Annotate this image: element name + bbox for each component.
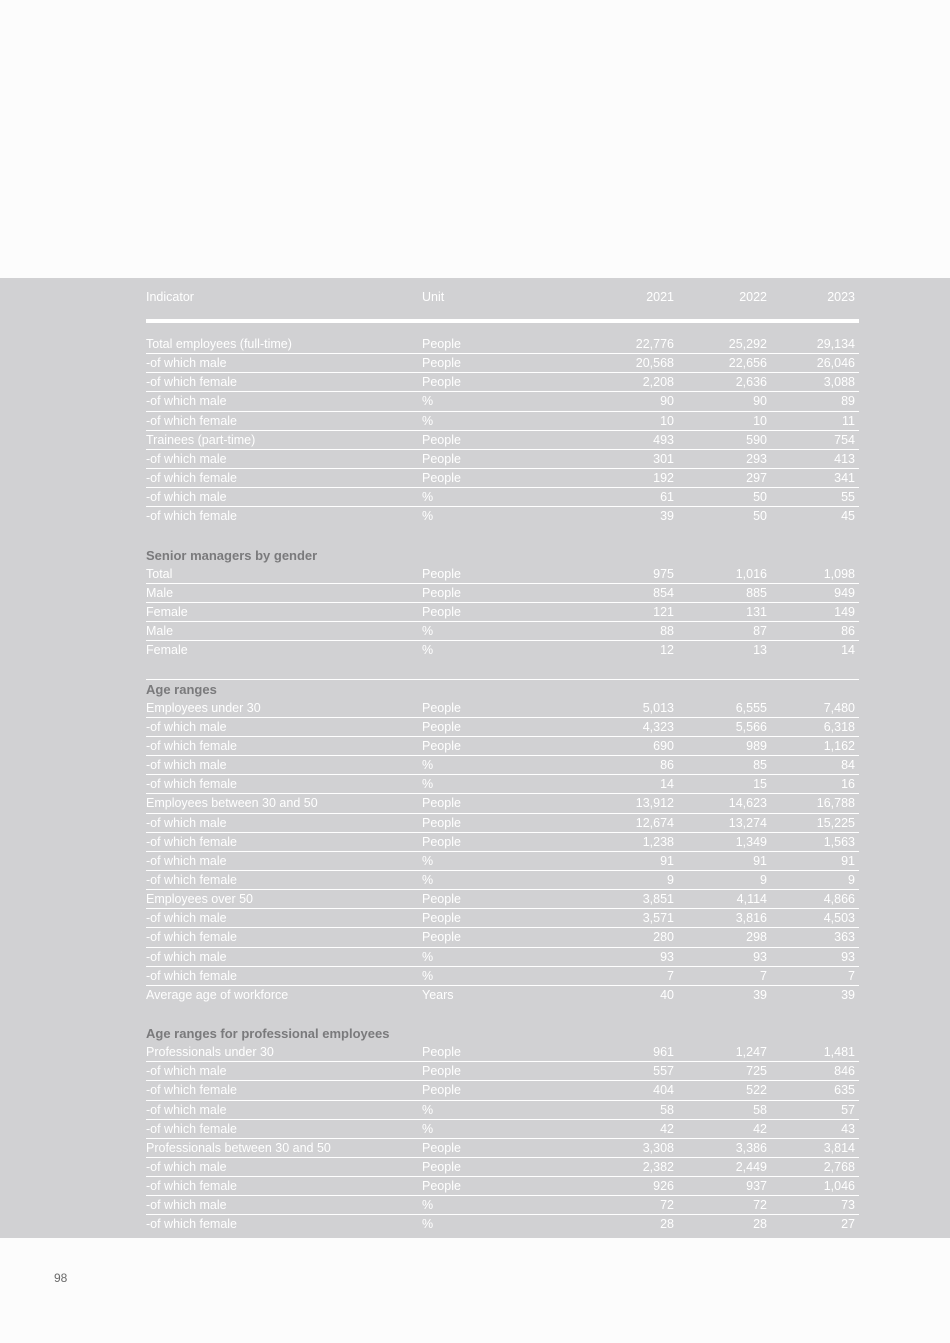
row-indicator: Female	[146, 604, 188, 619]
row-value-2023: 635	[834, 1083, 855, 1098]
row-value-2021: 961	[653, 1045, 674, 1060]
table-body	[146, 335, 859, 1235]
row-value-2022: 1,016	[735, 566, 767, 581]
row-unit: People	[422, 1160, 461, 1175]
row-unit: %	[422, 853, 434, 868]
row-value-2022: 9	[760, 872, 767, 887]
workforce-table	[146, 278, 859, 1232]
table-row	[146, 584, 859, 603]
row-value-2022: 15	[753, 777, 767, 792]
row-value-2023: 7	[848, 968, 855, 983]
row-value-2022: 7	[760, 968, 767, 983]
row-indicator: -of which male	[146, 1160, 227, 1175]
row-value-2022: 13	[753, 643, 767, 658]
row-value-2021: 4,323	[642, 719, 674, 734]
row-value-2023: 3,088	[823, 375, 855, 390]
table-row	[146, 890, 859, 909]
row-value-2022: 522	[746, 1083, 767, 1098]
row-indicator: Employees over 50	[146, 892, 254, 907]
row-value-2021: 12	[660, 643, 674, 658]
row-indicator: Male	[146, 624, 174, 639]
row-indicator: -of which male	[146, 1102, 227, 1117]
table-row	[146, 1043, 859, 1062]
table-row	[146, 909, 859, 928]
row-value-2022: 25,292	[728, 337, 767, 351]
row-value-2023: 1,098	[823, 566, 855, 581]
row-value-2021: 557	[653, 1064, 674, 1079]
table-row	[146, 450, 859, 469]
row-indicator: -of which male	[146, 1064, 227, 1079]
row-value-2023: 91	[841, 853, 855, 868]
table-row	[146, 833, 859, 852]
row-value-2023: 1,162	[823, 738, 855, 753]
row-value-2022: 28	[753, 1217, 767, 1232]
section-spacer	[146, 660, 859, 679]
row-value-2021: 854	[653, 585, 674, 600]
row-unit: %	[422, 968, 434, 983]
row-value-2022: 87	[753, 624, 767, 639]
row-unit: People	[422, 337, 461, 351]
row-indicator: -of which male	[146, 719, 227, 734]
row-value-2023: 16	[841, 777, 855, 792]
row-value-2022: 91	[753, 853, 767, 868]
table-row	[146, 412, 859, 431]
row-value-2021: 88	[660, 624, 674, 639]
row-value-2023: 149	[834, 604, 855, 619]
section-spacer	[146, 1005, 859, 1024]
row-unit: People	[422, 892, 461, 907]
row-unit: People	[422, 815, 461, 830]
table-row	[146, 1101, 859, 1120]
row-unit: People	[422, 700, 461, 715]
row-unit: %	[422, 949, 434, 964]
row-value-2023: 9	[848, 872, 855, 887]
row-value-2021: 42	[660, 1121, 674, 1136]
row-value-2022: 42	[753, 1121, 767, 1136]
row-indicator: -of which male	[146, 911, 227, 926]
row-value-2022: 1,349	[735, 834, 767, 849]
row-value-2021: 2,208	[642, 375, 674, 390]
table-row	[146, 699, 859, 718]
table-row	[146, 373, 859, 392]
row-unit: %	[422, 624, 434, 639]
row-value-2023: 363	[834, 930, 855, 945]
row-indicator: -of which female	[146, 834, 238, 849]
header-year-2022: 2022	[739, 290, 767, 304]
row-value-2022: 10	[753, 413, 767, 428]
row-value-2023: 2,768	[823, 1160, 855, 1175]
section-heading	[146, 546, 859, 565]
row-unit: People	[422, 930, 461, 945]
section-heading-label: Age ranges for professional employees	[146, 1026, 390, 1042]
row-value-2022: 989	[746, 738, 767, 753]
table-row	[146, 1158, 859, 1177]
row-value-2021: 121	[653, 604, 674, 619]
row-indicator: -of which female	[146, 930, 238, 945]
header-divider	[146, 319, 859, 323]
row-value-2021: 86	[660, 758, 674, 773]
row-value-2023: 1,481	[823, 1045, 855, 1060]
row-value-2022: 2,636	[735, 375, 767, 390]
section-heading-label: Age ranges	[146, 681, 217, 697]
table-row	[146, 622, 859, 641]
row-value-2023: 413	[834, 451, 855, 466]
table-row	[146, 1196, 859, 1215]
row-unit: People	[422, 1179, 461, 1194]
header-year-2023: 2023	[827, 290, 855, 304]
row-unit: People	[422, 1045, 461, 1060]
table-row	[146, 852, 859, 871]
data-table-panel	[0, 278, 950, 1238]
row-value-2021: 72	[660, 1198, 674, 1213]
row-unit: %	[422, 509, 434, 524]
row-value-2023: 16,788	[816, 796, 855, 811]
section-heading	[146, 1024, 859, 1043]
row-indicator: Professionals under 30	[146, 1045, 274, 1060]
row-indicator: -of which male	[146, 815, 227, 830]
row-value-2023: 949	[834, 585, 855, 600]
row-value-2023: 14	[841, 643, 855, 658]
row-indicator: -of which female	[146, 738, 238, 753]
row-value-2021: 1,238	[642, 834, 674, 849]
row-value-2021: 39	[660, 509, 674, 524]
row-unit: %	[422, 1217, 434, 1232]
row-value-2022: 13,274	[728, 815, 767, 830]
table-row	[146, 1062, 859, 1081]
row-value-2022: 90	[753, 394, 767, 409]
row-indicator: -of which female	[146, 1179, 238, 1194]
row-unit: %	[422, 758, 434, 773]
row-value-2023: 3,814	[823, 1140, 855, 1155]
row-unit: People	[422, 451, 461, 466]
row-unit: People	[422, 834, 461, 849]
row-value-2023: 45	[841, 509, 855, 524]
row-value-2022: 3,816	[735, 911, 767, 926]
row-value-2023: 4,866	[823, 892, 855, 907]
row-value-2021: 9	[667, 872, 674, 887]
table-row	[146, 756, 859, 775]
row-indicator: Total employees (full-time)	[146, 337, 292, 351]
row-indicator: -of which female	[146, 509, 238, 524]
row-value-2022: 293	[746, 451, 767, 466]
row-value-2023: 4,503	[823, 911, 855, 926]
table-row	[146, 814, 859, 833]
row-value-2023: 1,046	[823, 1179, 855, 1194]
row-indicator: -of which female	[146, 777, 238, 792]
row-value-2022: 885	[746, 585, 767, 600]
row-value-2023: 39	[841, 987, 855, 1002]
row-indicator: -of which male	[146, 949, 227, 964]
table-row	[146, 718, 859, 737]
row-value-2022: 50	[753, 490, 767, 505]
row-unit: People	[422, 796, 461, 811]
section-heading	[146, 680, 859, 699]
row-indicator: -of which male	[146, 451, 227, 466]
row-indicator: Trainees (part-time)	[146, 432, 256, 447]
row-value-2023: 73	[841, 1198, 855, 1213]
row-indicator: -of which male	[146, 490, 227, 505]
row-indicator: Average age of workforce	[146, 987, 289, 1002]
table-row	[146, 603, 859, 622]
row-value-2022: 5,566	[735, 719, 767, 734]
row-value-2021: 690	[653, 738, 674, 753]
row-value-2023: 93	[841, 949, 855, 964]
row-unit: %	[422, 1121, 434, 1136]
table-row	[146, 392, 859, 411]
table-row	[146, 335, 859, 354]
row-value-2021: 93	[660, 949, 674, 964]
row-value-2023: 29,134	[816, 337, 855, 351]
row-unit: Years	[422, 987, 454, 1002]
row-indicator: -of which female	[146, 413, 238, 428]
row-unit: People	[422, 738, 461, 753]
table-row	[146, 1215, 859, 1234]
table-row	[146, 565, 859, 584]
row-indicator: Total	[146, 566, 173, 581]
table-row	[146, 1139, 859, 1158]
row-value-2021: 7	[667, 968, 674, 983]
row-unit: People	[422, 470, 461, 485]
section-spacer	[146, 526, 859, 545]
row-value-2023: 754	[834, 432, 855, 447]
row-value-2022: 50	[753, 509, 767, 524]
table-row	[146, 507, 859, 526]
row-indicator: -of which female	[146, 1083, 238, 1098]
row-unit: People	[422, 356, 461, 371]
row-value-2021: 40	[660, 987, 674, 1002]
row-value-2023: 43	[841, 1121, 855, 1136]
row-value-2023: 6,318	[823, 719, 855, 734]
row-value-2022: 39	[753, 987, 767, 1002]
row-unit: People	[422, 604, 461, 619]
row-value-2021: 192	[653, 470, 674, 485]
row-value-2021: 280	[653, 930, 674, 945]
table-header	[146, 278, 859, 319]
row-unit: People	[422, 432, 461, 447]
table-row	[146, 488, 859, 507]
table-row	[146, 871, 859, 890]
row-unit: %	[422, 1102, 434, 1117]
row-value-2021: 5,013	[642, 700, 674, 715]
row-unit: People	[422, 1140, 461, 1155]
row-value-2021: 90	[660, 394, 674, 409]
row-value-2021: 3,308	[642, 1140, 674, 1155]
row-indicator: Employees under 30	[146, 700, 261, 715]
row-value-2021: 10	[660, 413, 674, 428]
row-value-2022: 58	[753, 1102, 767, 1117]
row-value-2023: 86	[841, 624, 855, 639]
row-value-2023: 15,225	[816, 815, 855, 830]
row-unit: %	[422, 394, 434, 409]
row-value-2022: 85	[753, 758, 767, 773]
row-value-2023: 84	[841, 758, 855, 773]
row-unit: People	[422, 1064, 461, 1079]
row-value-2023: 89	[841, 394, 855, 409]
table-row	[146, 948, 859, 967]
table-row	[146, 775, 859, 794]
row-value-2021: 975	[653, 566, 674, 581]
row-value-2022: 725	[746, 1064, 767, 1079]
row-value-2021: 3,571	[642, 911, 674, 926]
header-indicator: Indicator	[146, 290, 194, 304]
row-value-2023: 341	[834, 470, 855, 485]
row-indicator: -of which male	[146, 758, 227, 773]
table-row	[146, 737, 859, 756]
row-unit: %	[422, 777, 434, 792]
row-value-2022: 297	[746, 470, 767, 485]
row-indicator: Employees between 30 and 50	[146, 796, 318, 811]
row-value-2021: 91	[660, 853, 674, 868]
row-indicator: -of which male	[146, 1198, 227, 1213]
row-value-2022: 22,656	[728, 356, 767, 371]
table-row	[146, 1120, 859, 1139]
row-indicator: -of which female	[146, 1217, 238, 1232]
section-heading-label: Senior managers by gender	[146, 547, 318, 563]
header-year-2021: 2021	[646, 290, 674, 304]
row-value-2021: 22,776	[635, 337, 674, 351]
table-row	[146, 431, 859, 450]
row-value-2021: 3,851	[642, 892, 674, 907]
row-value-2021: 404	[653, 1083, 674, 1098]
row-unit: People	[422, 911, 461, 926]
row-value-2022: 14,623	[728, 796, 767, 811]
row-value-2023: 846	[834, 1064, 855, 1079]
row-value-2023: 1,563	[823, 834, 855, 849]
row-value-2022: 4,114	[736, 892, 767, 907]
row-value-2022: 131	[746, 604, 767, 619]
row-value-2021: 301	[653, 451, 674, 466]
row-value-2021: 28	[660, 1217, 674, 1232]
table-row	[146, 986, 859, 1005]
row-unit: People	[422, 375, 461, 390]
table-row	[146, 928, 859, 947]
row-value-2022: 6,555	[735, 700, 767, 715]
row-value-2022: 590	[746, 432, 767, 447]
row-value-2023: 55	[841, 490, 855, 505]
row-indicator: -of which female	[146, 1121, 238, 1136]
row-value-2021: 493	[653, 432, 674, 447]
row-indicator: -of which female	[146, 470, 238, 485]
table-row	[146, 641, 859, 660]
row-unit: People	[422, 585, 461, 600]
row-unit: People	[422, 719, 461, 734]
row-value-2021: 58	[660, 1102, 674, 1117]
row-value-2022: 72	[753, 1198, 767, 1213]
header-unit: Unit	[422, 290, 445, 304]
row-value-2023: 11	[842, 413, 855, 428]
row-unit: %	[422, 872, 434, 887]
row-unit: %	[422, 1198, 434, 1213]
row-unit: People	[422, 1083, 461, 1098]
row-value-2022: 1,247	[735, 1045, 767, 1060]
row-unit: %	[422, 490, 434, 505]
row-unit: %	[422, 643, 434, 658]
row-value-2023: 26,046	[816, 356, 855, 371]
row-indicator: -of which male	[146, 356, 227, 371]
row-value-2022: 3,386	[735, 1140, 767, 1155]
row-value-2021: 61	[660, 490, 674, 505]
row-value-2021: 14	[660, 777, 674, 792]
row-value-2021: 13,912	[635, 796, 674, 811]
row-unit: People	[422, 566, 461, 581]
row-value-2022: 937	[746, 1179, 767, 1194]
row-value-2023: 7,480	[823, 700, 855, 715]
row-indicator: -of which male	[146, 394, 227, 409]
row-indicator: -of which female	[146, 872, 238, 887]
row-indicator: -of which male	[146, 853, 227, 868]
row-indicator: -of which female	[146, 968, 238, 983]
page-number: 98	[54, 1271, 68, 1285]
row-value-2023: 27	[841, 1217, 855, 1232]
table-row	[146, 354, 859, 373]
row-value-2022: 2,449	[735, 1160, 767, 1175]
row-value-2023: 57	[841, 1102, 855, 1117]
table-row	[146, 967, 859, 986]
row-value-2021: 2,382	[642, 1160, 674, 1175]
row-value-2021: 12,674	[635, 815, 674, 830]
table-row	[146, 794, 859, 813]
row-indicator: -of which female	[146, 375, 238, 390]
row-value-2022: 298	[746, 930, 767, 945]
row-value-2021: 20,568	[635, 356, 674, 371]
table-row	[146, 1081, 859, 1100]
row-indicator: Professionals between 30 and 50	[146, 1140, 331, 1155]
row-value-2021: 926	[653, 1179, 674, 1194]
row-value-2022: 93	[753, 949, 767, 964]
table-row	[146, 469, 859, 488]
table-row	[146, 1177, 859, 1196]
row-unit: %	[422, 413, 434, 428]
row-indicator: Male	[146, 585, 174, 600]
row-indicator: Female	[146, 643, 188, 658]
